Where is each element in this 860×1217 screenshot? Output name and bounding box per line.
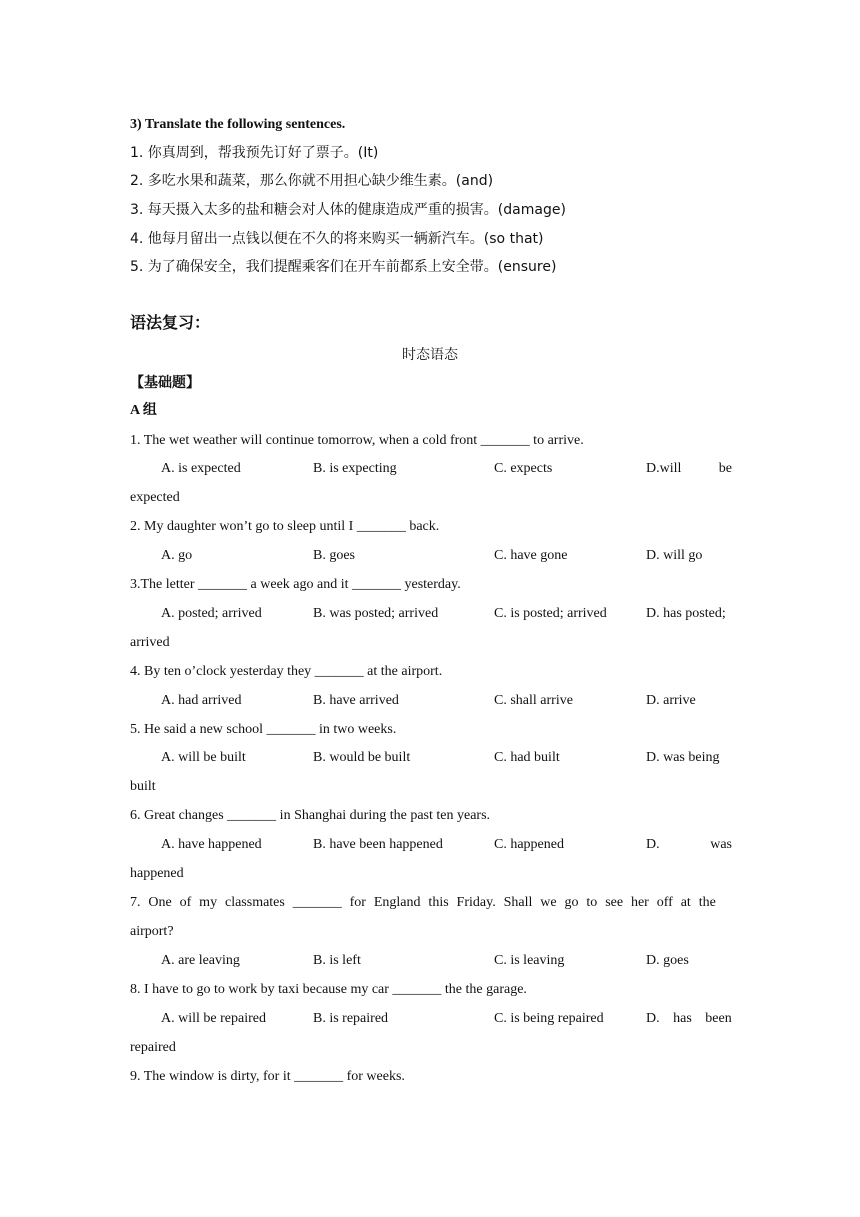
option-d: D. will go bbox=[646, 548, 703, 563]
grammar-heading: 语法复习： bbox=[130, 313, 211, 332]
option-b: B. was posted; arrived bbox=[313, 606, 439, 621]
translate-title: 3) Translate the following sentences. bbox=[130, 117, 346, 132]
question-stem: 7. One of my classmates _______ for England this Friday. Shall we go to see her off at the bbox=[130, 895, 716, 910]
option-c: C. is being repaired bbox=[494, 1011, 604, 1026]
section-subtitle: 时态语态 bbox=[402, 347, 458, 363]
option-c: C. expects bbox=[494, 461, 553, 476]
option-d: D. arrive bbox=[646, 693, 696, 708]
option-b: B. would be built bbox=[313, 750, 411, 765]
translate-item-2: 2. 多吃水果和蔬菜，那么你就不用担心缺少维生素。(and) bbox=[130, 173, 494, 189]
question-stem: 4. By ten o’clock yesterday they _______ at the airport. bbox=[130, 664, 443, 679]
question-stem: 3.The letter _______ a week ago and it _______ yesterday. bbox=[130, 577, 461, 592]
option-continuation: happened bbox=[130, 866, 184, 881]
option-d: D. goes bbox=[646, 953, 689, 968]
question-stem: 5. He said a new school _______ in two weeks. bbox=[130, 722, 397, 737]
option-d-part2: be bbox=[718, 461, 732, 476]
option-d bbox=[646, 836, 732, 854]
translate-item-3: 3. 每天摄入太多的盐和糖会对人体的健康造成严重的损害。(damage) bbox=[130, 202, 566, 218]
option-d-part1: D. bbox=[646, 837, 660, 852]
option-d: D. has posted; bbox=[646, 606, 726, 621]
question-stem: 8. I have to go to work by taxi because my car _______ the the garage. bbox=[130, 982, 527, 997]
option-b: B. goes bbox=[313, 548, 355, 563]
translate-item-4: 4. 他每月留出一点钱以便在不久的将来购买一辆新汽车。(so that) bbox=[130, 231, 544, 247]
option-c: C. have gone bbox=[494, 548, 568, 563]
option-c: C. happened bbox=[494, 837, 564, 852]
option-b: B. is expecting bbox=[313, 461, 397, 476]
option-continuation: repaired bbox=[130, 1040, 176, 1055]
option-b: B. have arrived bbox=[313, 693, 399, 708]
option-b: B. is repaired bbox=[313, 1011, 389, 1026]
option-a: A. will be repaired bbox=[161, 1011, 266, 1026]
option-d-part1: D.will bbox=[646, 461, 682, 476]
option-a: A. had arrived bbox=[161, 693, 242, 708]
option-d: D. has been bbox=[646, 1011, 732, 1026]
option-a: A. posted; arrived bbox=[161, 606, 262, 621]
option-a: A. will be built bbox=[161, 750, 246, 765]
level-label: 【基础题】 bbox=[130, 375, 200, 391]
option-b: B. have been happened bbox=[313, 837, 443, 852]
question-stem-continuation: airport? bbox=[130, 924, 174, 939]
translate-item-1: 1. 你真周到，帮我预先订好了票子。(It) bbox=[130, 145, 379, 161]
option-a: A. have happened bbox=[161, 837, 262, 852]
option-continuation: expected bbox=[130, 490, 180, 505]
option-d-part2: was bbox=[710, 837, 732, 852]
translate-item-5: 5. 为了确保安全，我们提醒乘客们在开车前都系上安全带。(ensure) bbox=[130, 259, 557, 275]
option-c: C. is posted; arrived bbox=[494, 606, 607, 621]
option-a: A. are leaving bbox=[161, 953, 240, 968]
question-stem: 1. The wet weather will continue tomorrow, when a cold front _______ to arrive. bbox=[130, 433, 584, 448]
option-continuation: built bbox=[130, 779, 156, 794]
question-stem: 2. My daughter won’t go to sleep until I _______ back. bbox=[130, 519, 440, 534]
option-d: D. was being bbox=[646, 750, 720, 765]
option-a: A. go bbox=[161, 548, 193, 563]
option-a: A. is expected bbox=[161, 461, 241, 476]
option-continuation: arrived bbox=[130, 635, 170, 650]
option-c: C. is leaving bbox=[494, 953, 565, 968]
question-stem: 6. Great changes _______ in Shanghai during the past ten years. bbox=[130, 808, 491, 823]
option-d bbox=[646, 460, 732, 478]
option-c: C. had built bbox=[494, 750, 560, 765]
group-label: A 组 bbox=[130, 403, 157, 418]
question-stem: 9. The window is dirty, for it _______ for weeks. bbox=[130, 1069, 405, 1084]
option-b: B. is left bbox=[313, 953, 361, 968]
option-c: C. shall arrive bbox=[494, 693, 573, 708]
